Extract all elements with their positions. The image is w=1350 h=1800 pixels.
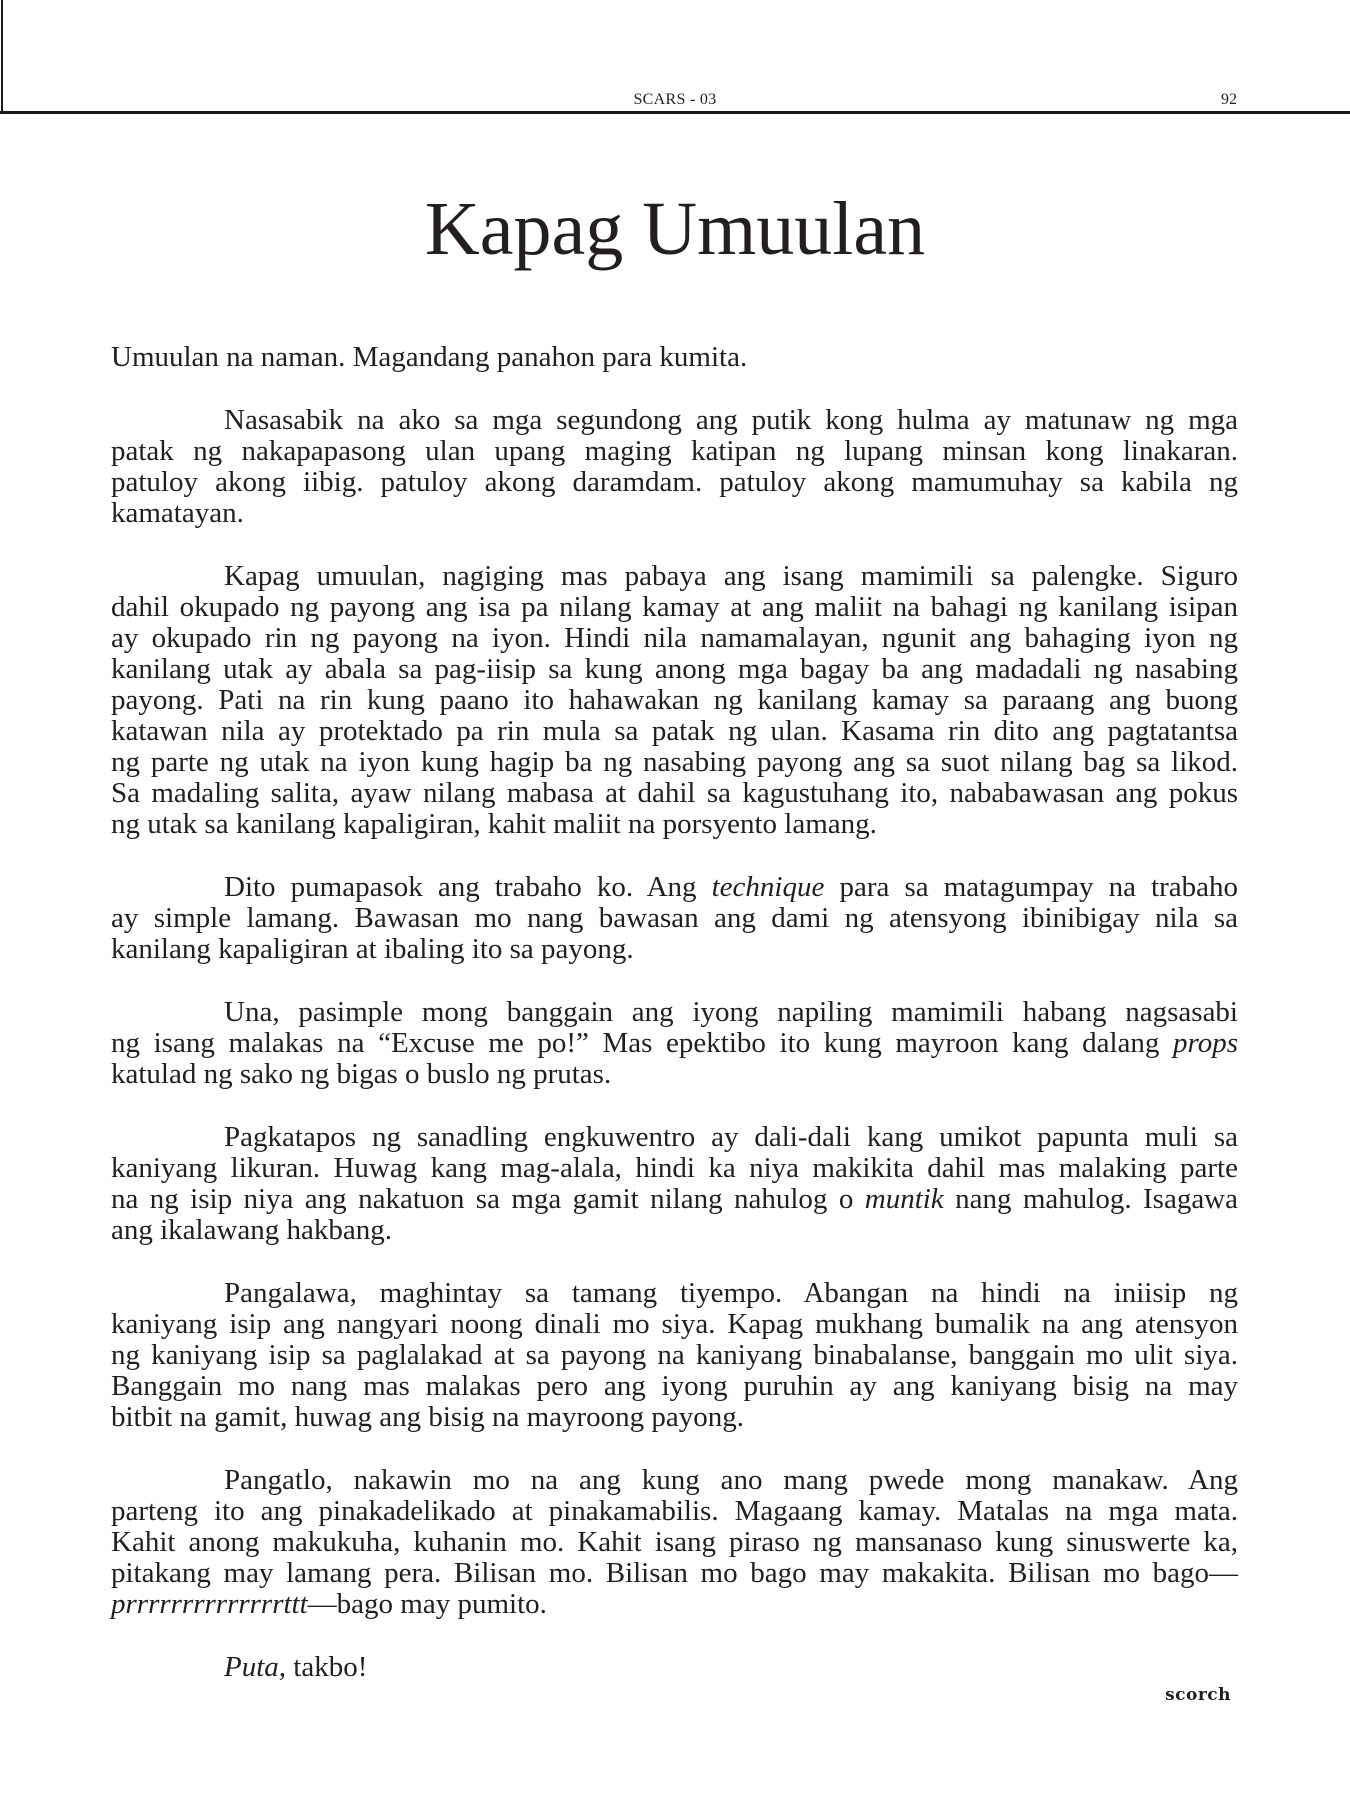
body-line <box>111 1496 1238 1527</box>
text-run: katawan nila ay protektado pa rin mula sa patak ng ulan. Kasama rin dito ang pagtatantsa <box>111 715 1238 747</box>
text-run: Una, pasimple mong banggain ang iyong napiling mamimili habang nagsasabi <box>224 996 1238 1028</box>
emphasis-run: technique <box>711 871 825 903</box>
body-line <box>111 1184 1238 1215</box>
text-run: na ng isip niya ang nakatuon sa mga gamit nilang nahulog o <box>111 1183 865 1215</box>
body-line <box>111 1558 1238 1589</box>
body-line <box>111 778 1238 809</box>
text-run: Kapag umuulan, nagiging mas pabaya ang isang mamimili sa palengke. Siguro <box>224 560 1238 592</box>
body-line <box>111 654 1238 685</box>
article-title: Kapag Umuulan <box>424 187 926 271</box>
body-line <box>111 1527 1238 1558</box>
text-run: Dito pumapasok ang trabaho ko. Ang <box>224 871 712 903</box>
text-run: ay simple lamang. Bawasan mo nang bawasan ang dami ng atensyong ibinibigay nila sa <box>111 902 1238 934</box>
text-run: nang mahulog. Isagawa <box>943 1183 1239 1215</box>
body-line <box>111 1028 1238 1059</box>
text-run: para sa matagumpay na trabaho <box>824 871 1238 903</box>
body-line <box>111 405 1238 436</box>
text-run: patak ng nakapapasong ulan upang maging katipan ng lupang minsan kong linakaran. <box>111 435 1238 467</box>
text-run: kanilang utak ay abala sa pag-iisip sa kung anong mga bagay ba ang madadali ng nasabing <box>111 653 1238 685</box>
body-line <box>111 342 1238 373</box>
body-line <box>111 1340 1238 1371</box>
emphasis-run: muntik <box>864 1183 944 1215</box>
text-run: ng utak sa kanilang kapaligiran, kahit maliit na porsyento lamang. <box>111 808 877 840</box>
body-line <box>111 872 1238 903</box>
emphasis-run: prrrrrrrrrrrrrrttt <box>111 1588 308 1620</box>
article-body <box>111 342 1238 1683</box>
paragraph <box>111 1652 1238 1683</box>
body-line <box>111 1309 1238 1340</box>
text-run: patuloy akong iibig. patuloy akong daramdam. patuloy akong mamumuhay sa kabila ng <box>111 466 1238 498</box>
body-line <box>111 934 1238 965</box>
text-run: kaniyang likuran. Huwag kang mag-alala, hindi ka niya makikita dahil mas malaking parte <box>111 1152 1238 1184</box>
text-run: ang ikalawang hakbang. <box>111 1214 393 1246</box>
body-line <box>111 436 1238 467</box>
text-run: katulad ng sako ng bigas o buslo ng prutas. <box>111 1058 612 1090</box>
body-line <box>111 1278 1238 1309</box>
body-line <box>111 1371 1238 1402</box>
text-run: dahil okupado ng payong ang isa pa nilang kamay at ang maliit na bahagi ng kanilang isipan <box>111 591 1238 623</box>
paragraph <box>111 405 1238 529</box>
emphasis-run: Puta, <box>224 1651 287 1683</box>
running-title: SCARS - 03 <box>633 91 717 108</box>
text-run: Umuulan na naman. Magandang panahon para kumita. <box>111 341 748 373</box>
text-run: parteng ito ang pinakadelikado at pinakamabilis. Magaang kamay. Matalas na mga mata. <box>111 1495 1238 1527</box>
body-line <box>111 903 1238 934</box>
paragraph <box>111 872 1238 965</box>
text-run: Kahit anong makukuha, kuhanin mo. Kahit isang piraso ng mansanaso kung sinuswerte ka, <box>111 1526 1238 1558</box>
body-line <box>111 623 1238 654</box>
page-number: 92 <box>1221 91 1237 108</box>
body-line <box>111 685 1238 716</box>
paragraph <box>111 1465 1238 1620</box>
text-run: ng isang malakas na “Excuse me po!” Mas epektibo ito kung mayroon kang dalang <box>111 1027 1173 1059</box>
text-run: takbo! <box>286 1651 368 1683</box>
text-run: Pangalawa, maghintay sa tamang tiyempo. Abangan na hindi na iniisip ng <box>224 1277 1238 1309</box>
body-line <box>111 592 1238 623</box>
text-run: —bago may pumito. <box>307 1588 547 1620</box>
text-run: Pagkatapos ng sanadling engkuwentro ay dali-dali kang umikot papunta muli sa <box>224 1121 1238 1153</box>
text-run: Banggain mo nang mas malakas pero ang iyong puruhin ay ang kaniyang bisig na may <box>111 1370 1238 1402</box>
text-run: Sa madaling salita, ayaw nilang mabasa at dahil sa kagustuhang ito, nababawasan ang pokus <box>111 777 1238 809</box>
text-run: ng kaniyang isip sa paglalakad at sa payong na kaniyang binabalanse, banggain mo ulit siya. <box>111 1339 1238 1371</box>
paragraph <box>111 342 1238 373</box>
body-line <box>111 1402 1238 1433</box>
text-run: Nasasabik na ako sa mga segundong ang putik kong hulma ay matunaw ng mga <box>224 404 1238 436</box>
text-run: payong. Pati na rin kung paano ito hahawakan ng kanilang kamay sa paraang ang buong <box>111 684 1238 716</box>
body-line <box>111 1589 1238 1620</box>
paragraph <box>111 561 1238 840</box>
body-line <box>111 1122 1238 1153</box>
body-line <box>111 747 1238 778</box>
body-line <box>111 809 1238 840</box>
body-line <box>111 1153 1238 1184</box>
text-run: kaniyang isip ang nangyari noong dinali mo siya. Kapag mukhang bumalik na ang atensyon <box>111 1308 1238 1340</box>
author-signature: scorch <box>1165 1685 1231 1705</box>
text-run: ng parte ng utak na iyon kung hagip ba ng nasabing payong ang sa suot nilang bag sa likod. <box>111 746 1238 778</box>
text-run: kamatayan. <box>111 497 244 529</box>
header-rule <box>0 111 1350 114</box>
body-line <box>111 716 1238 747</box>
text-run: Pangatlo, nakawin mo na ang kung ano mang pwede mong manakaw. Ang <box>224 1464 1238 1496</box>
paragraph <box>111 1122 1238 1246</box>
emphasis-run: props <box>1173 1027 1238 1059</box>
text-run: ay okupado rin ng payong na iyon. Hindi nila namamalayan, ngunit ang bahaging iyon ng <box>111 622 1238 654</box>
body-line <box>111 997 1238 1028</box>
body-line <box>111 1215 1238 1246</box>
body-line <box>111 1465 1238 1496</box>
text-run: bitbit na gamit, huwag ang bisig na mayroong payong. <box>111 1401 745 1433</box>
body-line <box>111 1059 1238 1090</box>
paragraph <box>111 997 1238 1090</box>
paragraph <box>111 1278 1238 1433</box>
text-run: pitakang may lamang pera. Bilisan mo. Bilisan mo bago may makakita. Bilisan mo bago— <box>111 1557 1238 1589</box>
text-run: kanilang kapaligiran at ibaling ito sa payong. <box>111 933 634 965</box>
body-line <box>111 498 1238 529</box>
body-line <box>111 561 1238 592</box>
body-line <box>111 467 1238 498</box>
body-line <box>111 1652 1238 1683</box>
